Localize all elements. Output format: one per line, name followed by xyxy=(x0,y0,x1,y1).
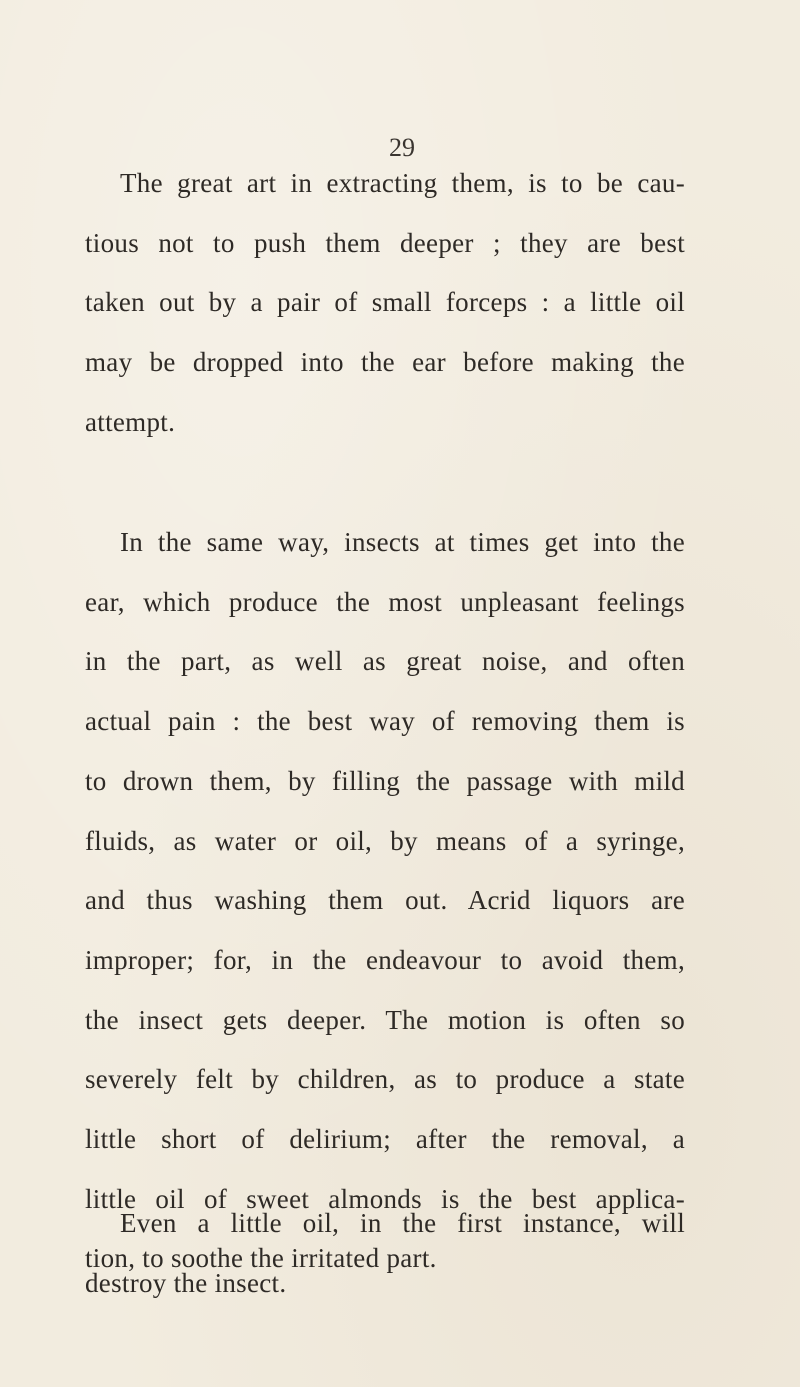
text-line: taken out by a pair of small forceps : a little oil xyxy=(85,287,685,317)
text-line: tious not to push them deeper ; they are best xyxy=(85,228,685,258)
text-line: and thus washing them out. Acrid liquors are xyxy=(85,885,685,915)
text-line: actual pain : the best way of removing them is xyxy=(85,706,685,736)
text-line: improper; for, in the endeavour to avoid them, xyxy=(85,945,685,975)
page-number: 29 xyxy=(389,133,415,162)
text-line: to drown them, by filling the passage with mild xyxy=(85,766,685,796)
text-line: destroy the insect. xyxy=(85,1268,287,1298)
text-line: severely felt by children, as to produce a state xyxy=(85,1064,685,1094)
text-line: fluids, as water or oil, by means of a syringe, xyxy=(85,826,685,856)
text-line: Even a little oil, in the first instance, will xyxy=(120,1208,685,1238)
text-line: ear, which produce the most unpleasant feelings xyxy=(85,587,685,617)
text-line: attempt. xyxy=(85,407,176,437)
text-line: the insect gets deeper. The motion is often so xyxy=(85,1005,685,1035)
text-line: little oil of sweet almonds is the best applica- xyxy=(85,1184,685,1214)
text-line: In the same way, insects at times get into the xyxy=(120,527,685,557)
text-line: may be dropped into the ear before making the xyxy=(85,347,685,377)
text-line: little short of delirium; after the removal, a xyxy=(85,1124,685,1154)
text-line: tion, to soothe the irritated part. xyxy=(85,1243,437,1273)
text-line: The great art in extracting them, is to be cau- xyxy=(120,168,685,198)
text-line: in the part, as well as great noise, and often xyxy=(85,646,685,676)
